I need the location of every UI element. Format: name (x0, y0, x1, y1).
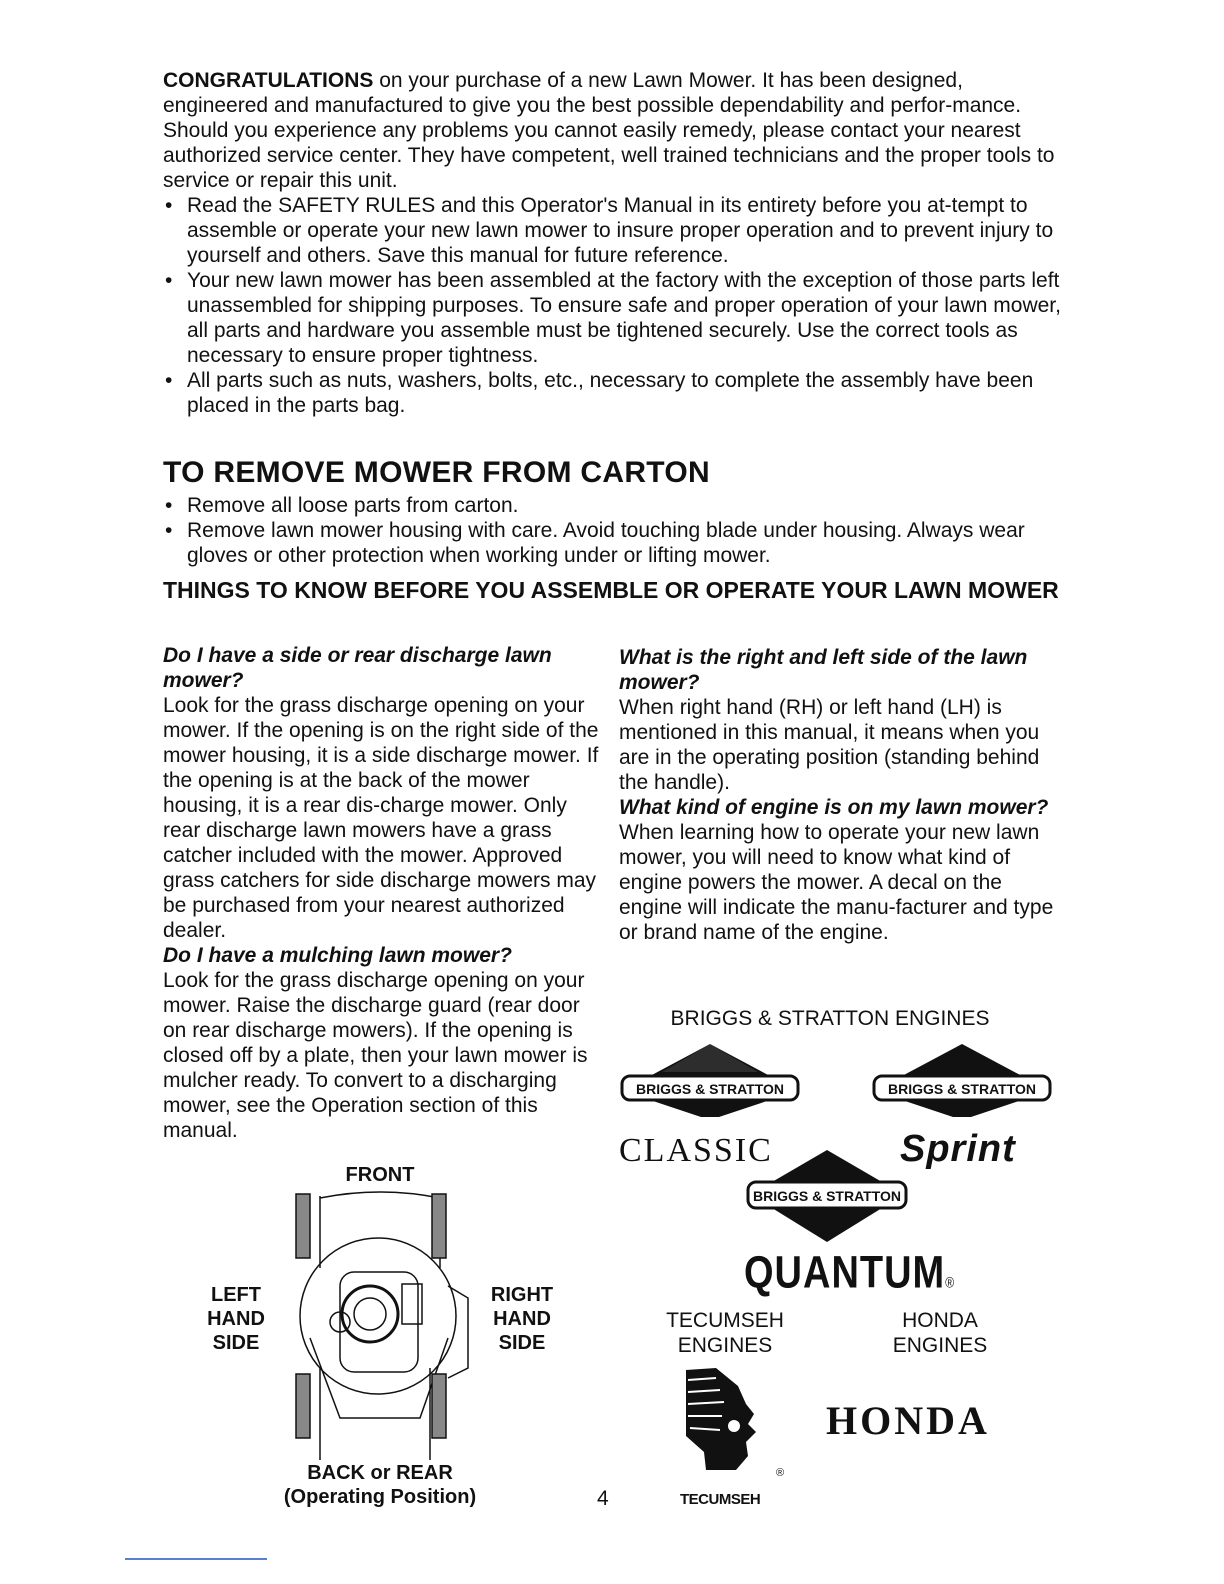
answer-mulching: Look for the grass discharge opening on your mower. Raise the discharge guard (rear door on rear discharge mowers). If the opening is closed off by a plate, then your lawn mower is mulcher ready. To convert to a discharging mower, see the Operation section of this manual. (163, 969, 588, 1142)
tecumseh-reg: ® (776, 1467, 785, 1479)
quantum-logo-text (744, 1248, 955, 1300)
things-heading: THINGS TO KNOW BEFORE YOU ASSEMBLE OR OPERATE YOUR LAWN MOWER (163, 577, 1059, 603)
right-line-2: HAND (493, 1308, 551, 1330)
right-line-3: SIDE (498, 1332, 546, 1354)
carton-bullet: • Remove lawn mower housing with care. Avoid touching blade under housing. Always wear gloves or other protection when working under or lifting mower. (163, 518, 1063, 568)
tecumseh-label (640, 1308, 810, 1358)
briggs-badge-classic: BRIGGS & STRATTON (635, 1081, 785, 1097)
briggs-logo-quantum (742, 1148, 912, 1248)
intro-bullet: • Read the SAFETY RULES and this Operator's Manual in its entirety before you at-tempt to assemble or operate your new lawn mower to insure proper operation and to prevent injury to yourself and others. Save this manual for future reference. (163, 193, 1063, 268)
page-number: 4 (597, 1487, 609, 1510)
intro-bullets (163, 193, 1063, 418)
question-sides: What is the right and left side of the lawn mower? (619, 646, 1028, 694)
left-line-1: LEFT (211, 1284, 261, 1306)
left-column (163, 643, 603, 1143)
congrats-bold: CONGRATULATIONS (163, 69, 374, 92)
diagram-back-label: BACK or REAR (307, 1462, 453, 1484)
quantum-reg: ® (945, 1274, 956, 1292)
briggs-badge-sprint: BRIGGS & STRATTON (887, 1081, 1037, 1097)
carton-bullets (163, 493, 1063, 568)
footer-divider (125, 1558, 267, 1560)
sprint-logo-text: Sprint (900, 1128, 1016, 1170)
honda-line-1: HONDA (902, 1309, 978, 1332)
question-mulching: Do I have a mulching lawn mower? (163, 944, 512, 967)
honda-logo-text: HONDA (826, 1398, 990, 1443)
tecumseh-chief-logo (676, 1366, 776, 1476)
tecumseh-logo-text: TECUMSEH (680, 1491, 761, 1508)
congrats-paragraph (163, 68, 1063, 118)
left-line-3: SIDE (212, 1332, 260, 1354)
question-engine: What kind of engine is on my lawn mower? (619, 796, 1049, 819)
briggs-badge-quantum: BRIGGS & STRATTON (752, 1188, 902, 1204)
diagram-left-label (196, 1283, 276, 1355)
right-line-1: RIGHT (490, 1284, 554, 1306)
tecumseh-line-1: TECUMSEH (666, 1309, 784, 1332)
diagram-operating-label: (Operating Position) (283, 1486, 477, 1508)
congrats-text: on your purchase of a new Lawn Mower. It has been designed, engineered and manufactured to give you the best possible dependability and perfor-mance. (163, 69, 1022, 117)
honda-line-2: ENGINES (892, 1334, 988, 1357)
quantum-word: QUANTUM (744, 1248, 946, 1299)
briggs-logo-classic (620, 1042, 800, 1117)
carton-heading: TO REMOVE MOWER FROM CARTON (163, 456, 710, 489)
intro-section (163, 68, 1063, 418)
carton-bullet: • Remove all loose parts from carton. (163, 493, 1063, 518)
carton-section (163, 493, 1063, 568)
briggs-logo-sprint (872, 1042, 1052, 1117)
answer-sides: When right hand (RH) or left hand (LH) is mentioned in this manual, it means when you are in the operating position (standing behind the handle). (619, 696, 1040, 794)
intro-bullet: • Your new lawn mower has been assembled at the factory with the exception of those parts left unassembled for shipping purposes. To ensure safe and proper operation of your lawn mower, all parts and hardware you assemble must be tightened securely. Use the correct tools as necessary to ensure proper tightness. (163, 268, 1063, 368)
diagram-front-label: FRONT (345, 1164, 415, 1186)
question-discharge: Do I have a side or rear discharge lawn mower? (163, 644, 552, 692)
right-column (619, 645, 1059, 945)
answer-discharge: Look for the grass discharge opening on your mower. If the opening is on the right side of the mower housing, it is a side discharge mower. If the opening is at the back of the mower housing, it is a rear dis-charge mower. Only rear discharge lawn mowers have a grass catcher included with the mower. Approved grass catchers for side discharge mowers may be purchased from your nearest authorized dealer. (163, 694, 599, 942)
briggs-heading: BRIGGS & STRATTON ENGINES (670, 1007, 990, 1030)
answer-engine: When learning how to operate your new lawn mower, you will need to know what kind of engine powers the mower. A decal on the engine will indicate the manu-facturer and type or brand name of the engine. (619, 821, 1054, 944)
intro-bullet: • All parts such as nuts, washers, bolts, etc., necessary to complete the assembly have been placed in the parts bag. (163, 368, 1063, 418)
tecumseh-line-2: ENGINES (677, 1334, 773, 1357)
service-paragraph: Should you experience any problems you cannot easily remedy, please contact your nearest authorized service center. They have competent, well trained technicians and the proper tools to service or repair this unit. (163, 119, 1055, 192)
honda-label (860, 1308, 1020, 1358)
diagram-right-label (482, 1283, 562, 1355)
mower-top-view-diagram (280, 1188, 480, 1460)
left-line-2: HAND (207, 1308, 265, 1330)
classic-logo-text: CLASSIC (619, 1132, 773, 1169)
